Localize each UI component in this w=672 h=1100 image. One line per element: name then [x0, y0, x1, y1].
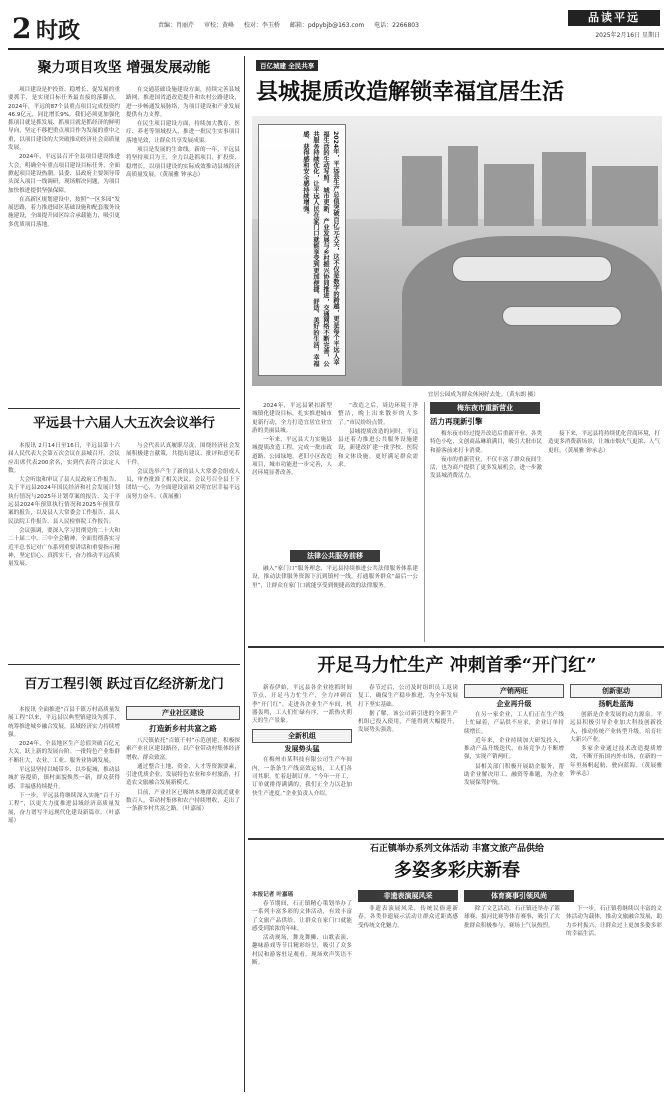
article4-col3: [464, 684, 564, 834]
side-box-body: [548, 430, 660, 482]
article4-sub2-paragraph: 县相关部门积极开展助企服务，帮助企业解决用工、融资等难题，为企业发展保驾护航。: [464, 763, 564, 787]
article3-paragraph: 本报讯 全面推进“百县千镇万村高质量发展工程”以来，平远县以典型镇建设为抓手，统筹推进城乡融合发展，县域经济实力持续增强。: [8, 707, 120, 738]
article1-paragraph: 在交通基础设施建设方面，持续完善县域路网，推进国省道改造提升和农村公路建设，进一步畅通发展脉络，为项目建设和产业发展提供有力支撑。: [126, 87, 240, 118]
article5-overline: 石正镇举办系列文体活动 丰富文旅产品供给: [369, 844, 545, 854]
article2-paragraph: 与会代表认真履职尽责，围绕经济社会发展积极建言献策，共提出建议、批评和意见若干件。: [126, 443, 240, 466]
article5-col1: [252, 890, 352, 1090]
feature-sub-label: 法律公共服务前移: [290, 550, 380, 562]
article1-body: [126, 86, 240, 180]
side-box-body: [430, 430, 542, 482]
article1-col1: [8, 86, 120, 404]
article4-title: 开足马力忙生产 冲刺首季“开门红”: [317, 655, 597, 676]
feature-tag: 百亿城建 全民共享: [256, 60, 318, 71]
article3-paragraph: 2024年，全县地区生产总值突破百亿元大关，跃上新的发展台阶。一批特色产业集群不断壮大，农业、工业、服务业协调发展。: [8, 741, 120, 764]
article5-sub2-paragraph: 下一步，石正镇将继续以丰富的文体活动为载体，推动文旅融合发展，助力乡村振兴，让群众过上更加多姿多彩的幸福生活。: [566, 906, 662, 937]
side-box-paragraph: 梅东夜市经过提升改造后重新开业，各类特色小吃、文创商品琳琅满目，吸引大批市民和游客前来打卡消费。: [430, 431, 542, 454]
section-name: 时政: [36, 18, 81, 44]
article3-paragraph: 平远县坚持以城带乡、以乡促城，推动县城扩容提质，镇村面貌焕然一新，群众获得感、幸福感持续提升。: [8, 767, 120, 790]
article4-sub1-title: 发展势头猛: [284, 744, 320, 754]
layout-credit: 校对：李玉桥: [243, 22, 280, 29]
article2-paragraph: 本报讯 2月14日至16日，平远县第十六届人民代表大会第五次会议在县城召开。会议应出席代表200余名，实到代表符合法定人数。: [8, 443, 120, 474]
feature-paragraph: 县城提质改造的同时，平远县还着力推进公共服务设施建设，新建改扩建一批学校、医院和文体设施，更好满足群众需求。: [338, 428, 418, 469]
feature-sub-paragraph: 融入“家门口”服务理念，平远县持续推进公共法律服务体系建设，推动法律服务资源下沉到镇村一线，打通服务群众“最后一公里”，让群众在家门口就能享受到便捷高效的法律服务。: [252, 566, 418, 589]
feature-paragraph: “改造之后，周边环境干净整洁，晚上出来散步的人多了。”市民纷纷点赞。: [338, 403, 418, 426]
article3-title: 百万工程引领 跃过百亿经济新龙门: [24, 677, 224, 692]
proofreader-credit: 审校：黄峰: [203, 22, 234, 29]
article5-sub2-body: [464, 905, 560, 939]
article4-col2: [358, 684, 458, 834]
newspaper-page: [8, 6, 664, 1094]
article5-body: [358, 905, 458, 931]
article3-sub-body: [126, 737, 240, 815]
divider: [248, 838, 664, 840]
feature-title: 县城提质改造解锁幸福宜居生活: [256, 79, 565, 105]
article4-sub1-paragraph: 春节过后，公司及时组织员工返岗复工，确保生产稳步推进，为全年发展打下坚实基础。: [358, 685, 458, 708]
article4-intro-paragraph: 新春伊始，平远县各企业抢抓时间节点，开足马力忙生产，全力冲刺首季“开门红”。走进各企业生产车间，机器轰鸣，工人们忙碌有序，一派热火朝天的生产景象。: [252, 685, 352, 725]
article5-paragraph: 活动现场，舞龙舞狮、山歌表演、趣味游戏等节目精彩纷呈，吸引了众多村民和游客驻足观看，现场欢声笑语不断。: [252, 935, 352, 967]
article3-sub-label: 产业社区建设: [126, 706, 240, 720]
article4-intro: [252, 684, 352, 726]
article1-headline-block: [8, 56, 240, 82]
article2-body: [8, 442, 120, 569]
article4-sub2-paragraph: 近年来，企业持续加大研发投入，推动产品升级迭代，市场竞争力不断增强，实现产销两旺。: [464, 737, 564, 761]
article5-byline: 本报记者 叶嘉瑶: [252, 892, 294, 898]
masthead: [8, 6, 664, 50]
editor-credit: 责编：肖丽芹: [158, 22, 195, 29]
article4-sub2-body: [464, 711, 564, 789]
article2-title: 平远县十六届人大五次会议举行: [32, 416, 215, 431]
article4-sub1-body: [252, 756, 352, 798]
article4-sub2-title: 企业再升级: [496, 699, 532, 708]
article5-sub-label: 非遗表演展风采: [358, 890, 458, 902]
article1-paragraph: 2024年，平远县召开全县项目建设推进大会，明确全年重点项目建设目标任务，全面掀起项目建设热潮。县委、县政府主要领导带头深入项目一线调研，现场解决问题，为项目加快推进提供坚强保障。: [8, 154, 120, 194]
article2-body: [126, 442, 240, 502]
feature-paragraph: 一年来，平远县大力实施县城提质改造工程，完成一批市政道路、公园绿地、老旧小区改造项目，城市功能进一步完善，人居环境显著改善。: [252, 437, 332, 477]
side-box-paragraph: 接下来，平远县将持续优化营商环境，打造更多消费新场景，让城市烟火气更浓、人气更旺。（黄展雅 钟承志）: [548, 431, 660, 454]
article3-sub-paragraph: 八尺镇依托“百镇千村”示范创建，积极探索产业社区建设路径，以产业带动村集体经济增收、群众致富。: [126, 738, 240, 761]
article4-sub2-label: 产销两旺: [464, 684, 564, 698]
article4-sub3-paragraph: 多家企业通过技术改造提质增效，不断开拓国内外市场，在新的一年里扬帆起航、驶向蓝海。（黄展雅 钟承志）: [570, 746, 662, 778]
article5-sub2-paragraph: 除了文艺活动，石正镇还举办了篮球赛、拔河比赛等体育赛事，吸引了大批群众积极参与，赛场上气氛热烈。: [464, 906, 560, 929]
article5-sub2-label: 体育赛事引领风尚: [464, 890, 574, 902]
article2-headline-block: [8, 412, 240, 438]
article3-sub-title: 打造新乡村共富之路: [149, 724, 217, 733]
article2-paragraph: 大会听取和审议了县人民政府工作报告、关于平远县2024年国民经济和社会发展计划执行情况与2025年计划草案的报告、关于平远县2024年预算执行情况和2025年预算草案的报告，以及县人大常委会工作报告、县人民法院工作报告、县人民检察院工作报告。: [8, 477, 120, 525]
article4-sub1-paragraph: 在梅州市某科技有限公司生产车间内，一条条生产线高效运转，工人们各司其职，忙着赶制订单。“今年一开工，订单就排得满满的，我们正全力以赴加快生产进度。”企业负责人介绍。: [252, 757, 352, 797]
feature-paragraph: 2024年，平远县紧扣新型城镇化建设目标，扎实推进城市更新行动，全力打造宜居宜业宜游的美丽县城。: [252, 403, 332, 434]
brand-logo: 品读平远: [568, 10, 660, 26]
email-credit: 邮箱：pdpybjb@163.com: [289, 22, 365, 29]
article4-sub1-paragraph: 据了解，该公司新引进的全新生产机组已投入使用，产能得到大幅提升，发展势头强劲。: [358, 710, 458, 734]
page-number: 2: [12, 12, 32, 45]
side-box-label: 梅东夜市重新营业: [430, 402, 540, 414]
article2-col1: [8, 442, 120, 660]
article5-col3: [464, 890, 662, 1090]
article2-col2: [126, 442, 240, 660]
side-box: [424, 402, 662, 642]
article3-paragraph: 下一步，平远县将继续深入实施“百千万工程”，以更大力度推进县域经济高质量发展，奋力谱写平远现代化建设新篇章。（叶嘉瑶）: [8, 792, 120, 824]
issue-date: 2025年2月16日 星期日: [595, 32, 660, 39]
article3-headline-block: [8, 668, 240, 704]
article5-body: [252, 900, 352, 968]
article3-col2: [126, 706, 240, 1094]
article1-body: [8, 86, 120, 230]
side-box-subtitle: 活力再现新引擎: [430, 417, 483, 426]
divider: [8, 408, 240, 409]
article3-sub-paragraph: 通过整合土地、资金、人才等资源要素，引进优质企业，发展特色农业和乡村旅游，打造农文旅融合发展新模式。: [126, 763, 240, 787]
article3-col1: [8, 706, 120, 1094]
article1-paragraph: 项目是发展的生命线。新的一年，平远县将坚持项目为王，全力以赴抓项目、扩投资、稳增长，以项目建设的实际成效推动县域经济高质量发展。（黄展雅 钟承志）: [126, 147, 240, 178]
article1-title: 聚力项目攻坚 增强发展动能: [37, 60, 211, 76]
feature-body: [252, 402, 332, 479]
article4-col4: [570, 684, 662, 834]
article3-sub-paragraph: 目前，产业社区已吸纳本地群众就近就业数百人，带动村集体和农户持续增收，走出了一条新乡村共富之路。（叶嘉瑶）: [126, 789, 240, 813]
article5-col2: [358, 890, 458, 1090]
article5-sub2-body: [566, 905, 662, 939]
feature-quote: 2024年，平远县生产总值突破百亿元大关，这不仅是数字的跨越，更是每个平远人幸福生活的生动写照。城市更新、产业发展与乡村振兴协同推进，交通网络不断完善，公共服务持续优化，让平远人民在家门口就能享受到更加便捷、舒适、美好的生活，幸福感、获得感和安全感持续增强。: [258, 124, 346, 376]
article4-sub3-body: [570, 711, 662, 779]
article4-sub3-label: 创新驱动: [570, 684, 662, 698]
feature-photo-caption: 宜居公园成为群众休闲好去处。（黄东朗 摄）: [428, 392, 539, 398]
article2-paragraph: 会议强调，要深入学习贯彻党的二十大和二十届二中、三中全会精神，全面贯彻落实习近平总书记对广东系列重要讲话和重要指示精神，坚定信心、真抓实干，奋力推动平远高质量发展。: [8, 527, 120, 568]
article4-sub3-paragraph: 创新是企业发展的动力源泉。平远县积极引导企业加大科技创新投入，推动传统产业转型升级，培育壮大新兴产业。: [570, 712, 662, 743]
article2-paragraph: 会议选举产生了新的县人大常委会组成人员，审查批准了相关决议。会议号召全县上下团结一心，为全面建设富裕文明宜居幸福平远而努力奋斗。（黄展雅）: [126, 468, 240, 500]
article4-sub1-body: [358, 684, 458, 736]
article4-sub1-label: 全新机组: [252, 729, 352, 743]
article1-paragraph: 在高新区规划建设中，按照“一区多园”发展思路，着力推进园区基础设施和配套服务设施建设，全面提升园区综合承载能力，吸引更多优质项目落地。: [8, 196, 120, 228]
feature-sub-body: [252, 565, 418, 591]
column-divider: [244, 56, 245, 1092]
article4-col1: [252, 684, 352, 834]
article4-sub3-title: 扬帆赴蓝海: [598, 699, 634, 708]
editorial-credits: [158, 20, 427, 29]
article3-body: [8, 706, 120, 826]
article4-sub2-paragraph: 在另一家企业，工人们正在生产线上忙碌着，产品供不应求，企业订单持续增长。: [464, 712, 564, 735]
divider: [8, 664, 240, 665]
article1-col2: [126, 86, 240, 404]
article5-paragraph: 春节期间，石正镇精心策划举办了一系列丰富多彩的文体活动，有效丰富了文旅产品供给，让群众在家门口就能感受到浓浓的年味。: [252, 901, 352, 932]
phone-credit: 电话：2266803: [374, 22, 419, 29]
article5-paragraph: 非遗表演展风采，传统民俗迎新春。各类非遗展示活动让群众近距离感受传统文化魅力。: [358, 906, 458, 929]
article5-title: 多姿多彩庆新春: [394, 860, 520, 881]
article1-paragraph: 项目建设是护投资、稳增长、促发展的重要抓手，是实现目标任务最直接的落脚点。2024年，平远的87个县重点项目完成投资约46.9亿元，同比增长9%。我们必须更加强化抓项目就是抓发展、抓项目就是抓经济的鲜明导向，坚定不移把重点项目作为发展的重中之重，以项目建设的大突破推动经济社会高质量发展。: [8, 87, 120, 152]
feature-body: [338, 402, 418, 470]
article1-paragraph: 在民生项目建设方面，持续加大教育、医疗、养老等领域投入，推进一批民生实事项目落地见效，让群众共享发展成果。: [126, 121, 240, 144]
divider: [248, 646, 664, 648]
side-box-paragraph: 夜市的重新营业，不仅丰富了群众夜间生活，也为商户提供了更多发展机会，进一步激发县城消费活力。: [430, 456, 542, 480]
feature-sub-block: [252, 550, 418, 640]
